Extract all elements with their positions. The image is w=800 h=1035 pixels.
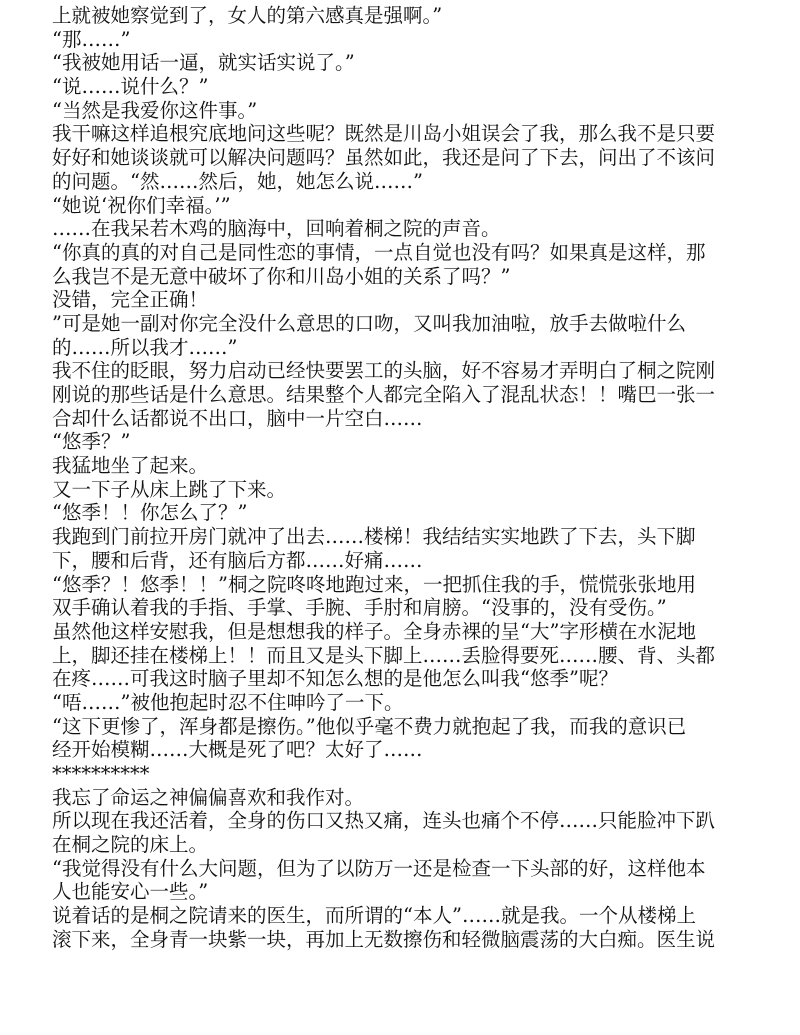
text-line: “说……说什么？” bbox=[52, 75, 209, 99]
text-line: 么我岂不是无意中破坏了你和川岛小姐的关系了吗？” bbox=[52, 264, 511, 288]
text-line: 虽然他这样安慰我，但是想想我的样子。全身赤裸的呈“大”字形横在水泥地 bbox=[52, 619, 696, 643]
text-line: “那……” bbox=[52, 27, 131, 51]
text-line: ……在我呆若木鸡的脑海中，回响着桐之院的声音。 bbox=[52, 217, 501, 241]
text-line: 所以现在我还活着，全身的伤口又热又痛，连头也痛个不停……只能脸冲下趴 bbox=[52, 809, 716, 833]
text-line: “悠季！！你怎么了？” bbox=[52, 501, 248, 525]
text-line: 我忘了命运之神偏偏喜欢和我作对。 bbox=[52, 785, 365, 809]
text-line: “悠季？！悠季！！”桐之院咚咚地跑过来，一把抓住我的手，慌慌张张地用 bbox=[52, 572, 696, 596]
text-line: “当然是我爱你这件事。” bbox=[52, 98, 258, 122]
text-line: “你真的真的对自己是同性恋的事情，一点自觉也没有吗？如果真是这样，那 bbox=[52, 240, 706, 264]
text-line: 在桐之院的床上。 bbox=[52, 833, 209, 857]
text-line: 在疼……可我这时脑子里却不知怎么想的是他怎么叫我“悠季”呢？ bbox=[52, 667, 618, 691]
text-line: 没错，完全正确！ bbox=[52, 288, 209, 312]
text-line: 上就被她察觉到了，女人的第六感真是强啊。” bbox=[52, 4, 443, 27]
text-line: 我不住的眨眼，努力启动已经快要罢工的头脑，好不容易才弄明白了桐之院刚 bbox=[52, 359, 716, 383]
text-line: 上，脚还挂在楼梯上！！而且又是头下脚上……丢脸得要死……腰、背、头都 bbox=[52, 643, 716, 667]
text-line: 我跑到门前拉开房门就冲了出去……楼梯！我结结实实地跌了下去，头下脚 bbox=[52, 525, 696, 549]
text-line: 我猛地坐了起来。 bbox=[52, 454, 209, 478]
text-line: 经开始模糊……大概是死了吧？太好了…… bbox=[52, 738, 423, 762]
text-line: 的问题。“然……然后，她，她怎么说……” bbox=[52, 169, 423, 193]
text-line: 滚下来，全身青一块紫一块，再加上无数擦伤和轻微脑震荡的大白痴。医生说 bbox=[52, 927, 716, 951]
text-line: 合却什么话都说不出口，脑中一片空白…… bbox=[52, 406, 423, 430]
section-separator: ********** bbox=[52, 762, 150, 785]
text-line: “悠季？” bbox=[52, 430, 131, 454]
text-line: 双手确认着我的手指、手掌、手腕、手肘和肩膀。“没事的，没有受伤。” bbox=[52, 596, 667, 620]
text-line: 刚说的那些话是什么意思。结果整个人都完全陷入了混乱状态！！嘴巴一张一 bbox=[52, 383, 716, 406]
text-line: 人也能安心一些。” bbox=[52, 880, 209, 904]
text-line: ”可是她一副对你完全没什么意思的口吻，又叫我加油啦，放手去做啦什么 bbox=[52, 311, 686, 335]
text-line: “唔……”被他抱起时忍不住呻吟了一下。 bbox=[52, 690, 404, 714]
text-line: 好好和她谈谈就可以解决问题吗？虽然如此，我还是问了下去，问出了不该问 bbox=[52, 146, 716, 170]
text-line: “她说‘祝你们幸福。’” bbox=[52, 193, 231, 217]
text-line: “我觉得没有什么大问题，但为了以防万一还是检查一下头部的好，这样他本 bbox=[52, 856, 706, 880]
text-line: 又一下子从床上跳了下来。 bbox=[52, 477, 287, 501]
text-line: 的……所以我才……” bbox=[52, 335, 238, 359]
text-line: 下，腰和后背，还有脑后方都……好痛…… bbox=[52, 548, 423, 572]
text-line: 说着话的是桐之院请来的医生，而所谓的“本人”……就是我。一个从楼梯上 bbox=[52, 904, 696, 928]
text-line: “我被她用话一逼，就实话实说了。” bbox=[52, 51, 355, 75]
text-line: 我干嘛这样追根究底地问这些呢？既然是川岛小姐误会了我，那么我不是只要 bbox=[52, 122, 716, 146]
text-line: “这下更惨了，浑身都是擦伤。”他似乎毫不费力就抱起了我，而我的意识已 bbox=[52, 714, 687, 738]
